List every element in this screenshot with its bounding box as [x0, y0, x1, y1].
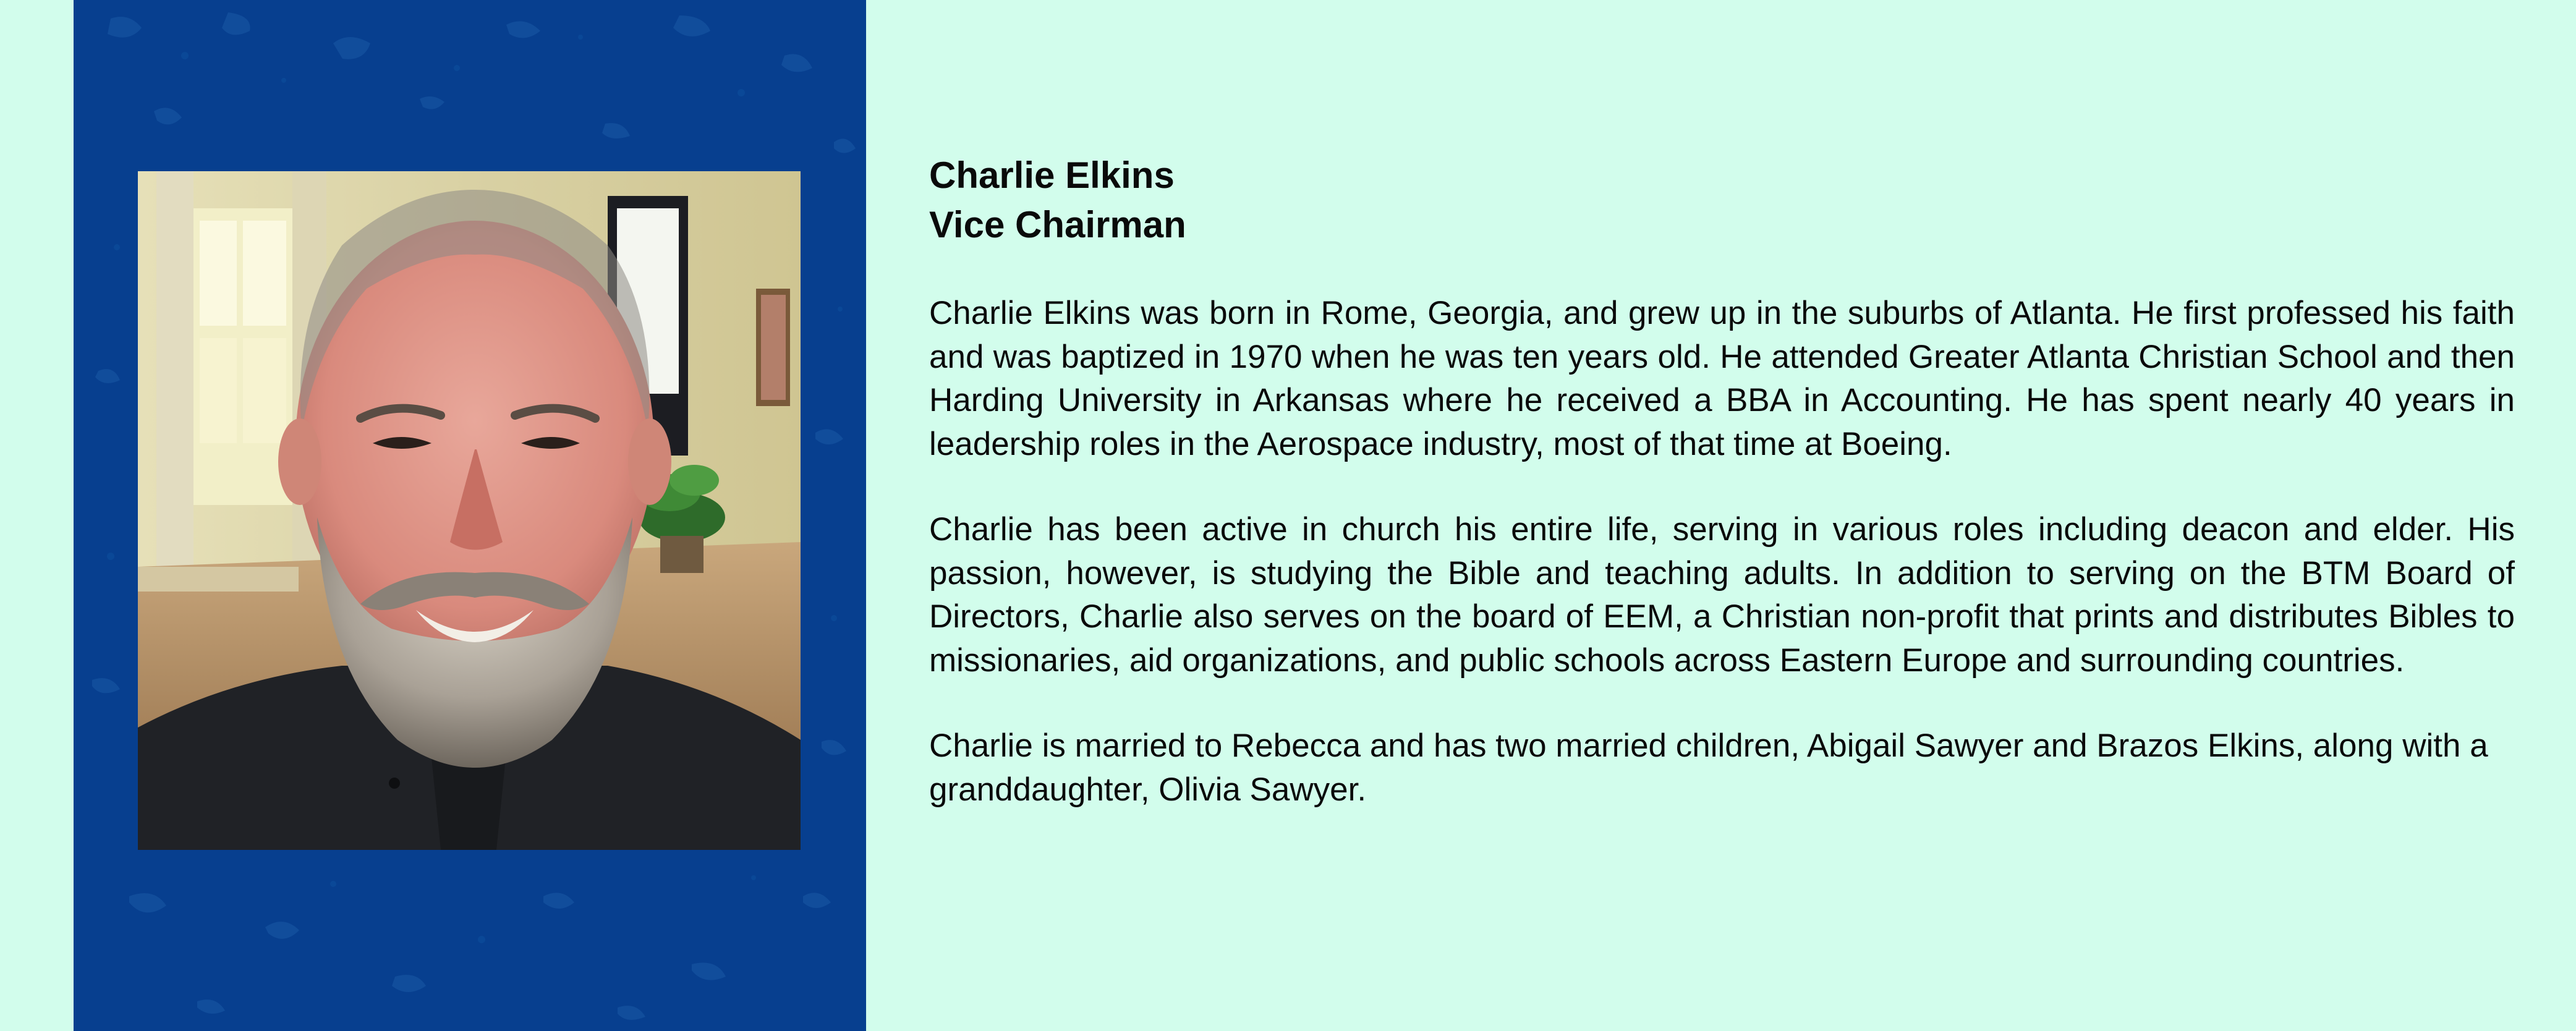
- portrait-photo: [138, 171, 801, 850]
- bio-content: [929, 151, 2515, 812]
- profile-role: Vice Chairman: [929, 204, 1186, 245]
- bio-paragraph-1: Charlie Elkins was born in Rome, Georgia, and grew up in the suburbs of Atlanta. He first professed his faith and was baptized in 1970 when he was ten years old. He attended Greater Atlanta Christian School and then Harding University in Arkansas where he received a BBA in Accounting. He has spent nearly 40 years in leadership roles in the Aerospace industry, most of that time at Boeing.: [929, 295, 2515, 462]
- profile-heading: [929, 151, 2515, 250]
- photo-panel: [74, 0, 866, 1031]
- profile-name: Charlie Elkins: [929, 155, 1175, 196]
- portrait-illustration: [138, 171, 801, 850]
- bio-paragraph-2: Charlie has been active in church his entire life, serving in various roles including deacon and elder. His passion, however, is studying the Bible and teaching adults. In addition to serving on the BTM Board of Directors, Charlie also serves on the board of EEM, a Christian non-profit that prints and distributes Bibles to missionaries, aid organizations, and public schools across Eastern Europe and surrounding countries.: [929, 511, 2515, 679]
- bio-paragraph-3: Charlie is married to Rebecca and has two married children, Abigail Sawyer and Brazos Elkins, along with a granddaughter, Olivia Sawyer.: [929, 728, 2488, 808]
